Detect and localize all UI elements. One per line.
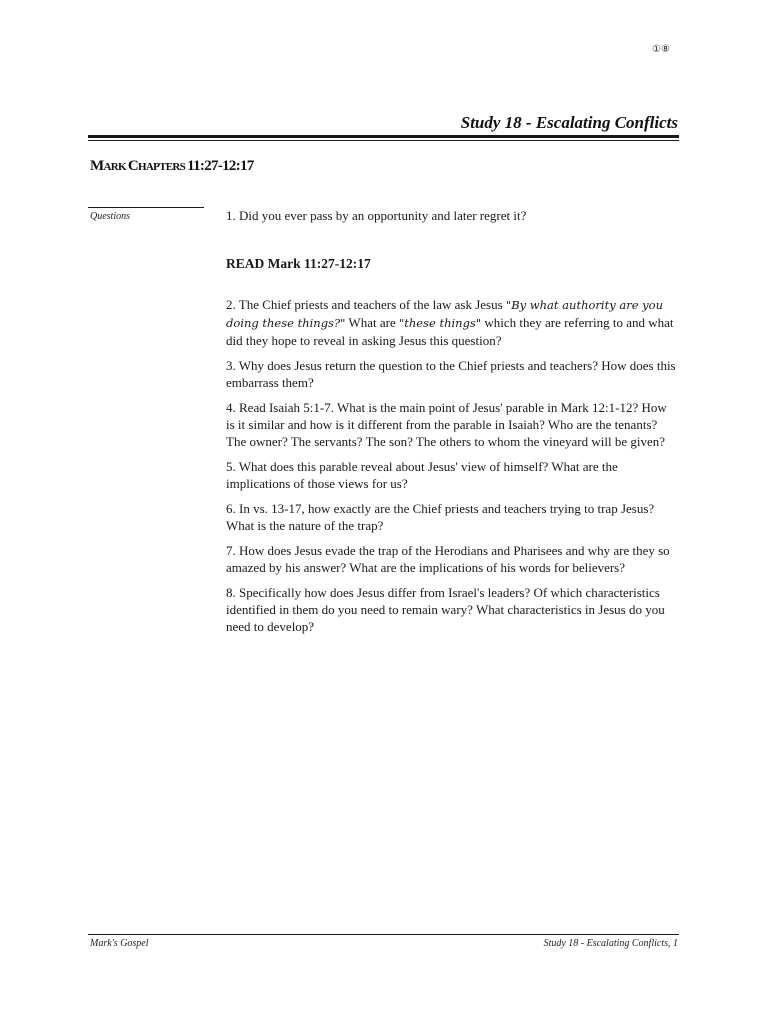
question-3: 3. Why does Jesus return the question to the Chief priests and teachers? How does this embarrass them?	[226, 358, 676, 390]
chapter-heading-range: 11:27-12:17	[187, 158, 254, 174]
footer-rule	[88, 934, 679, 935]
question-2-text-a: 2. The Chief priests and teachers of the law ask Jesus	[226, 297, 506, 312]
header-rule-thick	[88, 135, 679, 138]
header-rule-thin	[88, 140, 679, 141]
question-2-text-b: What are	[345, 315, 399, 330]
sidebar-rule	[88, 207, 204, 208]
question-2	[226, 296, 678, 349]
question-4: 4. Read Isaiah 5:1-7. What is the main point of Jesus' parable in Mark 12:1-12? How is it similar and how is it different from the parable in Isaiah? Who are the tenants? The owner? The servants? The son? The others to whom the vineyard will be given?	[226, 400, 667, 449]
chapter-heading-hapters: HAPTERS	[138, 161, 188, 173]
question-2-text-c: which they are referring to and what did they hope to reveal in asking Jesus this question?	[226, 315, 674, 348]
chapter-heading-c: C	[127, 158, 139, 174]
question-8: 8. Specifically how does Jesus differ from Israel's leaders? Of which characteristics identified in them do you need to remain wary? What characteristics in Jesus do you need to develop?	[226, 585, 665, 634]
footer-page-label: Study 18 - Escalating Conflicts, 1	[543, 938, 678, 949]
question-2-quote-1: "By what authority are you doing these things?"	[226, 298, 663, 330]
question-5: 5. What does this parable reveal about Jesus' view of himself? What are the implications of those views for us?	[226, 459, 618, 491]
question-6: 6. In vs. 13-17, how exactly are the Chief priests and teachers trying to trap Jesus? What is the nature of the trap?	[226, 501, 655, 533]
chapter-heading	[90, 158, 254, 175]
question-2-quote-2: "these things"	[398, 316, 482, 330]
sidebar-questions-label: Questions	[90, 211, 130, 222]
question-7: 7. How does Jesus evade the trap of the Herodians and Pharisees and why are they so amazed by his answer? What are the implications of his words for believers?	[226, 543, 670, 575]
chapter-heading-ark: ARK	[103, 161, 128, 173]
chapter-heading-m: M	[90, 158, 104, 174]
footer-book-title: Mark's Gospel	[90, 938, 149, 949]
page-corner-mark: ①⑧	[652, 44, 670, 55]
question-1: 1. Did you ever pass by an opportunity and later regret it?	[226, 208, 527, 223]
study-title: Study 18 - Escalating Conflicts	[460, 113, 678, 132]
read-heading: READ Mark 11:27-12:17	[226, 256, 371, 271]
questions-column	[226, 207, 678, 635]
